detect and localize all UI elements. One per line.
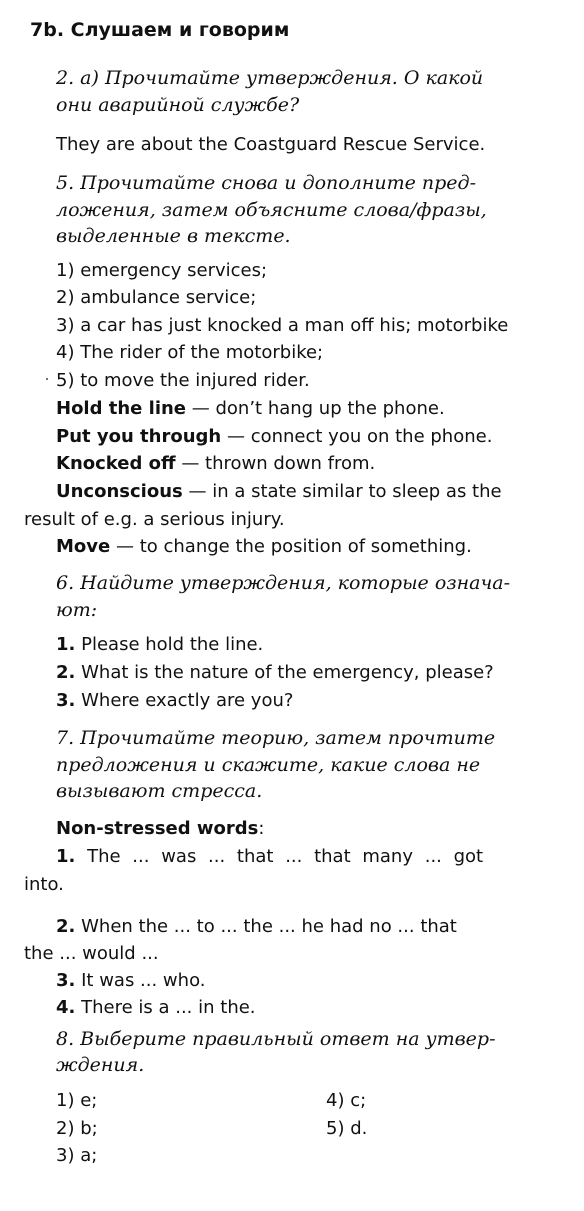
item-text: There is a ... in the. (81, 997, 256, 1018)
item-text: What is the nature of the emergency, please? (81, 662, 494, 683)
task5-instruction-line3: выделенные в тексте. (56, 225, 291, 247)
task7-item (56, 970, 205, 992)
task2-instruction-line2: они аварийной службе? (56, 94, 300, 116)
task8-answer: 5) d. (326, 1118, 368, 1139)
definition-term: Put you through (56, 426, 222, 447)
task8-answer: 1) e; (56, 1090, 98, 1111)
non-stressed-heading (56, 818, 264, 840)
definition-text: connect you on the phone. (250, 426, 493, 447)
section-title (30, 18, 289, 42)
definition-dash: — (186, 398, 216, 419)
definition-row (56, 481, 502, 503)
task5-instruction-line2: ложения, затем объясните слова/фразы, (56, 199, 487, 221)
task8-instruction-line1: 8. Выберите правильный ответ на утвер- (56, 1028, 496, 1050)
heading-text: Non-stressed words (56, 818, 259, 839)
definition-text: thrown down from. (205, 453, 376, 474)
definition-term: Knocked off (56, 453, 176, 474)
item-number: 1. (56, 634, 76, 655)
task8-answer: 2) b; (56, 1118, 98, 1139)
item-number: 2. (56, 916, 76, 937)
definition-row (56, 536, 472, 558)
definition-continuation: result of e.g. a serious injury. (24, 509, 285, 530)
item-number: 3. (56, 970, 76, 991)
definition-dash: — (110, 536, 140, 557)
task6-item (56, 662, 494, 684)
task7-item-continuation: into. (24, 874, 64, 895)
definition-dash: — (175, 453, 206, 474)
item-number: 1. (56, 846, 76, 867)
task6-instruction-line2: ют: (56, 599, 98, 621)
section-name: Слушаем и говорим (70, 19, 290, 41)
task5-answer-2: 2) ambulance service; (56, 287, 257, 308)
task7-item (56, 846, 483, 868)
task5-instruction-line1: 5. Прочитайте снова и дополните пред- (56, 172, 476, 194)
task8-answer: 4) c; (326, 1090, 367, 1111)
task5-answer-1: 1) emergency services; (56, 260, 268, 281)
definition-term: Move (56, 536, 111, 557)
definition-row (56, 426, 492, 448)
definition-row (56, 398, 445, 420)
definition-text: don’t hang up the phone. (215, 398, 445, 419)
item-number: 3. (56, 690, 76, 711)
item-number: 4. (56, 997, 76, 1018)
section-number: 7b. (30, 19, 65, 41)
item-text: Please hold the line. (81, 634, 264, 655)
definition-term: Unconscious (56, 481, 183, 502)
task5-answer-3: 3) a car has just knocked a man off his; motorbike (56, 315, 509, 336)
task6-item (56, 690, 293, 712)
task2-instruction-line1: 2. а) Прочитайте утверждения. О какой (56, 67, 484, 89)
definition-row (56, 453, 375, 475)
stray-mark (46, 378, 48, 380)
item-text: The ... was ... that ... that many ... got (87, 846, 484, 867)
definition-text: to change the position of something. (139, 536, 472, 557)
item-text: When the ... to ... the ... he had no ... that (81, 916, 457, 937)
item-text: Where exactly are you? (81, 690, 294, 711)
task8-answer: 3) a; (56, 1145, 98, 1166)
task7-item-continuation: the ... would ... (24, 943, 159, 964)
task6-item (56, 634, 263, 656)
task7-instruction-line1: 7. Прочитайте теорию, затем прочтите (56, 727, 496, 749)
definition-text: in a state similar to sleep as the (212, 481, 502, 502)
item-text: It was ... who. (81, 970, 206, 991)
task7-item (56, 997, 256, 1019)
definition-dash: — (182, 481, 213, 502)
task5-answer-4: 4) The rider of the motorbike; (56, 342, 324, 363)
task2-answer: They are about the Coastguard Rescue Service. (56, 134, 486, 155)
heading-colon: : (258, 818, 265, 839)
task7-instruction-line2: предложения и скажите, какие слова не (56, 754, 481, 776)
definition-term: Hold the line (56, 398, 187, 419)
definition-dash: — (221, 426, 251, 447)
task8-instruction-line2: ждения. (56, 1054, 145, 1076)
item-number: 2. (56, 662, 76, 683)
task7-item (56, 916, 457, 938)
task5-answer-5: 5) to move the injured rider. (56, 370, 310, 391)
task7-instruction-line3: вызывают стресса. (56, 780, 263, 802)
task6-instruction-line1: 6. Найдите утверждения, которые означа- (56, 572, 511, 594)
